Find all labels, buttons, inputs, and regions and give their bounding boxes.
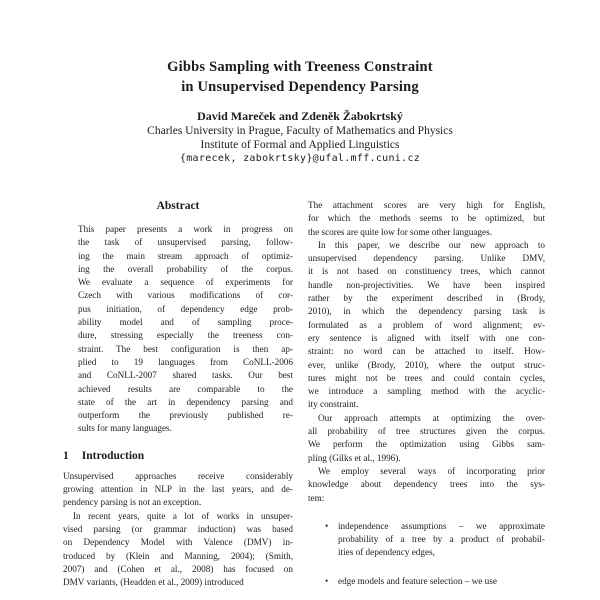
bullet-item-independence-assumptions [308, 520, 545, 560]
text-line: independence assumptions – we approximate [338, 520, 545, 531]
text-line: pling (Gilks et al., 1996). [308, 452, 401, 463]
text-line: This paper presents a work in progress on [78, 224, 293, 234]
paper-header [0, 0, 600, 166]
left-column [63, 199, 293, 589]
text-line: for which the methods seems to be optimized, but [308, 213, 545, 224]
right-column-paragraph-2 [308, 239, 545, 412]
text-line: all probability of tree structures given the corpus. [308, 426, 545, 437]
text-line: and CoNLL-2007 shared tasks. Our best [78, 370, 293, 381]
text-line: sults for many languages. [78, 423, 172, 434]
section-number: 1 [63, 449, 69, 462]
text-line: 2010), in which the dependency parsing task is [308, 306, 545, 317]
text-line: ever, unlike (Brody, 2010), where the output struc- [308, 359, 545, 370]
text-line: on Dependency Model with Valence (DMV) in- [63, 537, 293, 548]
bullet-icon: • [325, 520, 329, 531]
right-column-paragraph-1 [308, 199, 545, 239]
text-line: ability model and of sampling proce- [78, 317, 293, 328]
paper-authors: David Mareček and Zdeněk Žabokrtský [197, 109, 403, 123]
text-line: the task of unsupervised parsing, follow- [78, 237, 293, 248]
text-line: rather by the experiment described in (Brody, [308, 293, 545, 304]
text-line: edge models and feature selection – we use [338, 575, 497, 586]
text-line: pus initiation, of dependency edge prob- [78, 303, 293, 314]
text-line: tures might not be trees and could contain cycles, [308, 372, 545, 383]
text-line: straint: no word can be attached to itself. How- [308, 346, 545, 357]
text-line: Czech with various modifications of cor- [78, 290, 293, 301]
text-line: We evaluate a sequence of experiments for [78, 277, 293, 288]
text-line: we introduce a sampling method with the acyclic- [308, 386, 545, 397]
text-line: formulated as a problem of word alignment; ev- [308, 319, 545, 330]
text-line: ing the main stream approach of optimiz- [78, 250, 293, 261]
affiliation-line2: Institute of Formal and Applied Linguistics [200, 139, 400, 151]
text-line: knowledge about dependency trees into the sys- [308, 479, 545, 490]
introduction-paragraph-2 [63, 510, 293, 590]
paper-title-line2: in Unsupervised Dependency Parsing [181, 79, 419, 95]
text-line: DMV variants, (Headden et al., 2009) introduced [63, 577, 244, 588]
paper-title-line1: Gibbs Sampling with Treeness Constraint [167, 59, 433, 75]
text-line: ery sentence is aligned with itself with one con- [308, 332, 545, 343]
text-line: ity constraint. [308, 399, 359, 410]
text-line: We perform the optimization using Gibbs sam- [308, 439, 545, 450]
text-line: the scores are quite low for some other languages. [308, 226, 492, 237]
text-line: pendency parsing is not an exception. [63, 497, 202, 508]
text-line: outperform the previously published re- [78, 410, 293, 421]
introduction-paragraph-1 [63, 470, 293, 510]
affiliation-line1: Charles University in Prague, Faculty of Mathematics and Physics [147, 125, 453, 137]
text-line: 2007) and (Cohen et al., 2008) has focused on [63, 563, 293, 574]
right-column-paragraph-4 [308, 465, 545, 505]
text-line: probability of a tree by a product of probabil- [338, 534, 545, 545]
text-line: dure, stressing especially the treeness con- [78, 330, 293, 341]
abstract-heading: Abstract [156, 200, 200, 212]
two-column-body [63, 199, 545, 589]
text-line: unsupervised dependency parsing. Unlike DMV, [308, 253, 545, 264]
bullet-item-edge-models [308, 575, 545, 588]
author-emails: {marecek, zabokrtsky}@ufal.mff.cuni.cz [179, 153, 421, 164]
bullet-text [338, 520, 545, 560]
text-line: achieved results are comparable to the [78, 383, 293, 394]
right-column [308, 199, 545, 589]
abstract-text [78, 223, 293, 436]
text-line: handle non-projectivities. We have been inspired [308, 279, 545, 290]
text-line: it is not based on constituency trees, which cannot [308, 266, 545, 277]
text-line: straint. The best configuration is then ap- [78, 343, 293, 354]
text-line: Unsupervised approaches receive considerably [63, 470, 293, 481]
section-title: Introduction [81, 449, 145, 462]
text-line: We employ several ways of incorporating prior [318, 465, 545, 476]
text-line: vised parsing (or grammar induction) was based [63, 523, 293, 534]
text-line: ing the overall probability of the corpus. [78, 263, 293, 274]
text-line: The attachment scores are very high for English, [308, 200, 545, 210]
right-column-paragraph-3 [308, 412, 545, 465]
text-line: growing attention in NLP in the last years, and de- [63, 484, 293, 495]
text-line: troduced by (Klein and Manning, 2004); (Smith, [63, 550, 293, 561]
bullet-text [338, 575, 545, 588]
text-line: plied to 19 languages from CoNLL-2006 [78, 356, 293, 367]
section-heading-introduction [63, 449, 293, 464]
text-line: state of the art in dependency parsing and [78, 396, 293, 407]
text-line: In this paper, we describe our new approach to [318, 239, 545, 250]
text-line: tem: [308, 492, 325, 503]
paper-title [0, 57, 600, 97]
text-line: In recent years, quite a lot of works in unsuper- [73, 510, 293, 521]
text-line: ities of dependency edges, [338, 547, 435, 558]
bullet-icon: • [325, 575, 329, 586]
text-line: Our approach attempts at optimizing the over- [318, 412, 545, 423]
